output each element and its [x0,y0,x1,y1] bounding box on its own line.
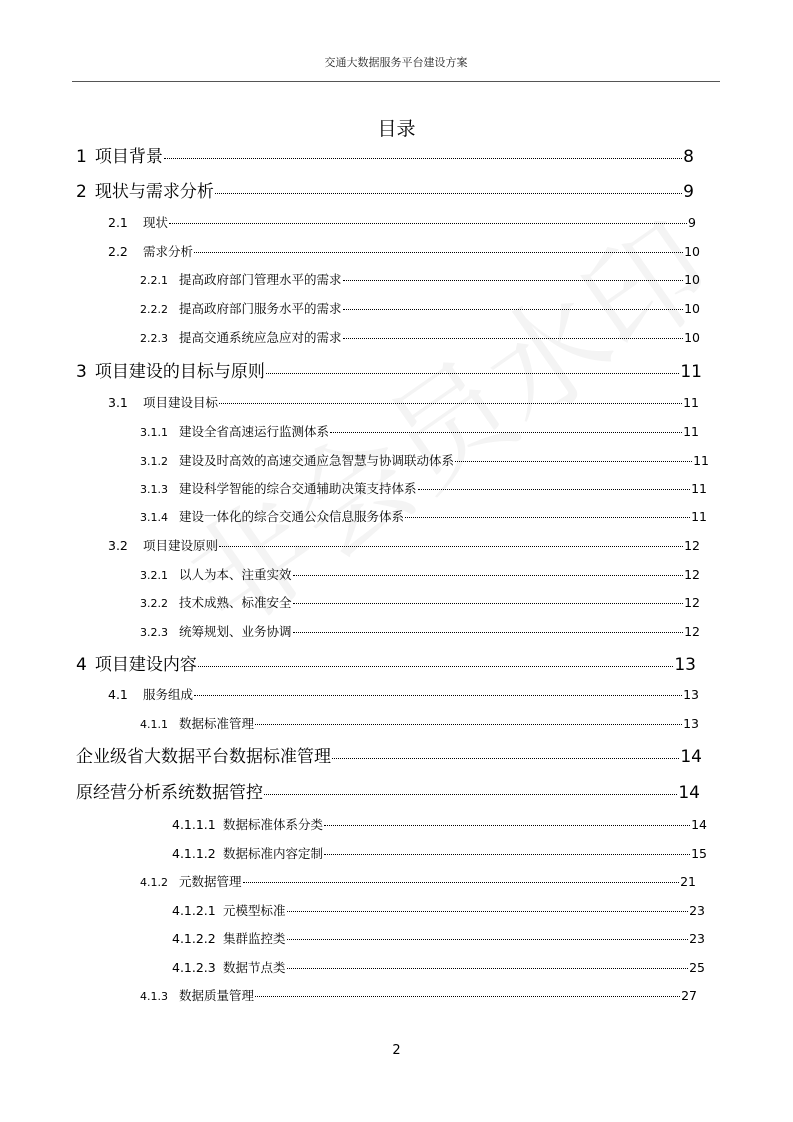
toc-entry-text: 服务组成 [143,687,194,702]
toc-entry-number: 3 [76,362,87,382]
toc-entry[interactable] [76,742,702,767]
toc-entry-number: 3.2.2 [140,597,168,610]
toc-entry-number: 4.1.2.3 [172,960,216,975]
toc-entry[interactable] [140,328,700,346]
toc-entry[interactable] [108,685,699,703]
toc-entry[interactable] [172,844,707,862]
dot-leader [169,223,687,224]
toc-entry[interactable] [172,958,705,976]
dot-leader [194,252,683,253]
dot-leader [293,632,684,633]
dot-leader [219,546,683,547]
toc-entry-number: 2.1 [108,215,128,230]
dot-leader [215,193,682,194]
toc-entry-text: 现状与需求分析 [94,182,214,202]
toc-entry-number: 3.2 [108,538,128,553]
toc-entry-text: 数据标准内容定制 [223,846,324,861]
toc-entry-text: 建设全省高速运行监测体系 [179,424,330,439]
toc-entry-page: 10 [684,272,700,287]
toc-entry-number: 3.2.1 [140,569,168,582]
toc-entry[interactable] [140,422,699,440]
toc-entry-page: 27 [681,988,697,1003]
toc-entry-page: 21 [680,874,696,889]
toc-entry-page: 13 [683,687,699,702]
toc-entry[interactable] [108,536,700,554]
toc-entry-text: 统筹规划、业务协调 [179,624,292,639]
dot-leader [343,280,684,281]
dot-leader [264,794,677,795]
toc-entry-page: 11 [683,395,699,410]
toc-entry[interactable] [140,565,700,583]
toc-entry[interactable] [140,451,709,469]
toc-entry[interactable] [76,177,694,202]
toc-entry[interactable] [76,142,694,167]
dot-leader [343,309,684,310]
toc-entry-text: 项目背景 [94,147,163,167]
toc-entry[interactable] [76,778,700,803]
page-number: 2 [392,1043,401,1058]
page-header: 交通大数据服务平台建设方案 [324,56,468,69]
toc-entry-text: 项目建设内容 [94,655,197,675]
toc-entry-number: 4.1.1.2 [172,846,216,861]
toc-entry[interactable] [108,213,696,231]
toc-entry-text: 技术成熟、标准安全 [179,595,292,610]
toc-entry-page: 15 [691,846,707,861]
toc-entry-text: 元数据管理 [179,874,242,889]
toc-entry-page: 13 [683,716,699,731]
dot-leader [194,695,682,696]
toc-entry-page: 11 [693,453,709,468]
toc-entry-text: 建设及时高效的高速交通应急智慧与协调联动体系 [179,453,455,468]
toc-entry-page: 9 [688,215,696,230]
toc-entry-text: 数据节点类 [223,960,286,975]
toc-entry-number: 2.2.1 [140,274,168,287]
toc-entry[interactable] [108,242,700,260]
toc-entry-number: 2.2.3 [140,332,168,345]
toc-entry-text: 项目建设目标 [143,395,219,410]
toc-entry-page: 11 [680,362,702,382]
toc-entry-text: 提高政府部门管理水平的需求 [179,272,342,287]
toc-entry[interactable] [172,815,707,833]
toc-entry-page: 10 [684,244,700,259]
dot-leader [287,939,689,940]
toc-entry[interactable] [140,507,707,525]
toc-entry-number: 2 [76,182,87,202]
toc-entry-number: 3.1.3 [140,483,168,496]
toc-entry-number: 2.2 [108,244,128,259]
toc-entry-page: 25 [689,960,705,975]
toc-title: 目录 [377,118,416,140]
toc-entry-number: 3.2.3 [140,626,168,639]
toc-entry-number: 1 [76,147,87,167]
toc-entry-text: 建设一体化的综合交通公众信息服务体系 [179,509,405,524]
dot-leader [266,373,680,374]
toc-entry-page: 14 [680,747,702,767]
dot-leader [287,968,689,969]
toc-entry[interactable] [140,593,700,611]
toc-entry-text: 提高交通系统应急应对的需求 [179,330,342,345]
toc-entry-text: 现状 [143,215,169,230]
toc-entry[interactable] [140,872,696,890]
toc-entry-number: 4.1.2.2 [172,931,216,946]
toc-entry-number: 4.1 [108,687,128,702]
toc-entry-text: 企业级省大数据平台数据标准管理 [76,747,331,767]
toc-entry[interactable] [172,901,705,919]
toc-entry-number: 2.2.2 [140,303,168,316]
dot-leader [330,432,682,433]
toc-entry-text: 数据标准管理 [179,716,255,731]
toc-entry-page: 11 [691,481,707,496]
toc-entry-page: 12 [684,538,700,553]
toc-entry[interactable] [76,357,702,382]
toc-entry-text: 集群监控类 [223,931,286,946]
toc-entry-page: 14 [691,817,707,832]
dot-leader [324,825,690,826]
toc-entry-page: 12 [684,567,700,582]
toc-entry-number: 4.1.3 [140,990,168,1003]
toc-entry[interactable] [108,393,699,411]
toc-entry-number: 4.1.1 [140,718,168,731]
dot-leader [198,666,674,667]
toc-entry-page: 11 [691,509,707,524]
toc-entry[interactable] [140,270,700,288]
toc-entry-text: 数据标准体系分类 [223,817,324,832]
toc-entry[interactable] [140,299,700,317]
dot-leader [164,158,682,159]
toc-entry-page: 10 [684,330,700,345]
toc-entry-text: 以人为本、注重实效 [179,567,292,582]
toc-entry-text: 提高政府部门服务水平的需求 [179,301,342,316]
toc-entry-page: 14 [678,783,700,803]
toc-entry-number: 3.1.1 [140,426,168,439]
toc-entry[interactable] [140,622,700,640]
dot-leader [287,911,689,912]
toc-entry-page: 11 [683,424,699,439]
toc-entry-text: 项目建设的目标与原则 [94,362,265,382]
toc-entry[interactable] [172,929,705,947]
dot-leader [243,882,680,883]
toc-entry-number: 4.1.1.1 [172,817,216,832]
dot-leader [405,517,690,518]
dot-leader [293,603,684,604]
toc-entry-page: 13 [674,655,696,675]
toc-entry-text: 数据质量管理 [179,988,255,1003]
dot-leader [255,996,680,997]
toc-entry[interactable] [140,986,697,1004]
toc-entry-text: 原经营分析系统数据管控 [76,783,263,803]
toc-entry-page: 12 [684,624,700,639]
toc-entry-number: 4.1.2 [140,876,168,889]
toc-entry-page: 23 [689,931,705,946]
toc-entry-text: 元模型标准 [223,903,286,918]
toc-entry-page: 23 [689,903,705,918]
toc-entry-text: 需求分析 [143,244,194,259]
dot-leader [343,338,684,339]
toc-entry-page: 8 [683,147,694,167]
toc-entry[interactable] [140,479,707,497]
dot-leader [324,854,690,855]
toc-entry-number: 3.1 [108,395,128,410]
toc-entry-page: 10 [684,301,700,316]
toc-entry-number: 4.1.2.1 [172,903,216,918]
dot-leader [418,489,691,490]
toc-entry-number: 4 [76,655,87,675]
toc-entry[interactable] [76,650,696,675]
toc-entry[interactable] [140,714,699,732]
toc-entry-number: 3.1.2 [140,455,168,468]
toc-entry-text: 项目建设原则 [143,538,219,553]
dot-leader [455,461,692,462]
toc-entry-text: 建设科学智能的综合交通辅助决策支持体系 [179,481,417,496]
toc-entry-page: 12 [684,595,700,610]
toc-entry-number: 3.1.4 [140,511,168,524]
dot-leader [332,758,679,759]
dot-leader [255,724,682,725]
dot-leader [293,575,684,576]
dot-leader [219,403,682,404]
toc-entry-page: 9 [683,182,694,202]
